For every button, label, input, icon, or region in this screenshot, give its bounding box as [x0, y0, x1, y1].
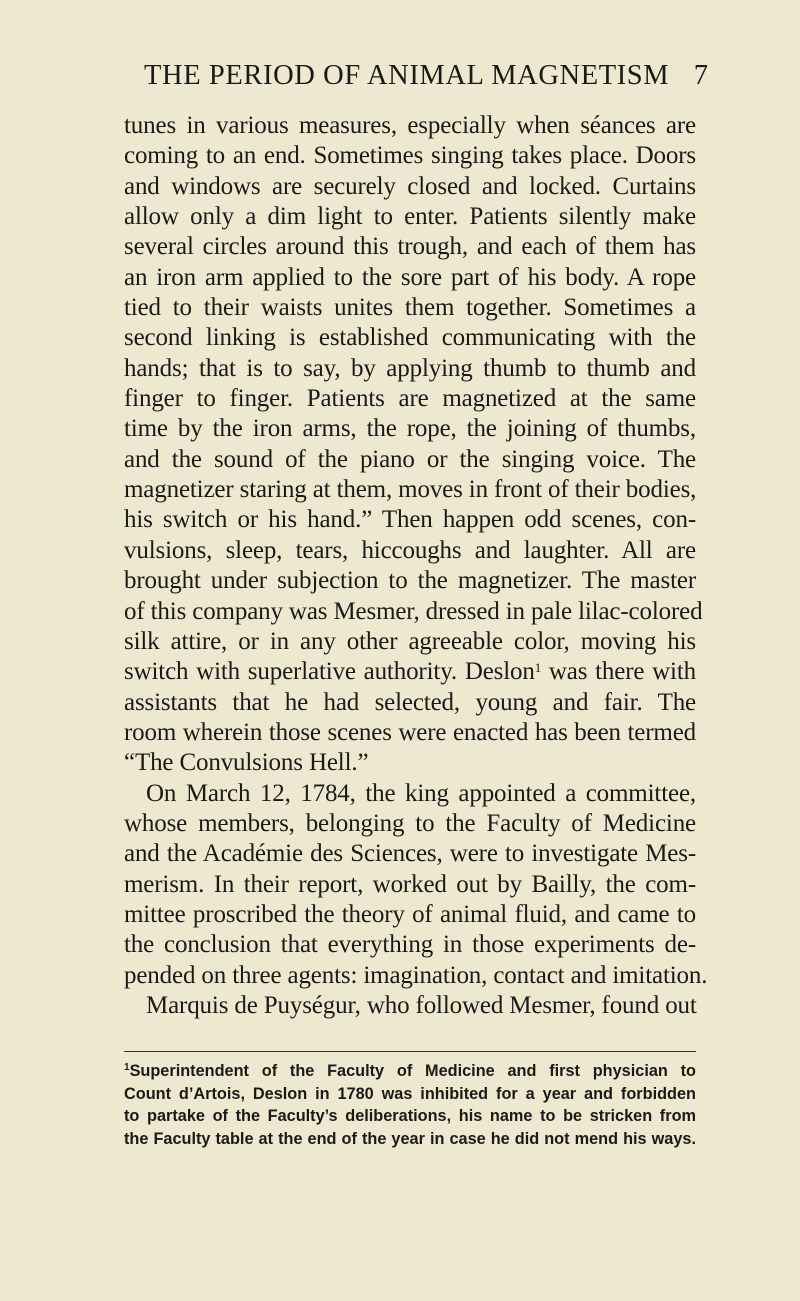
footnote-divider [124, 1051, 696, 1052]
text-line: second linking is established communicating with the [124, 324, 696, 352]
footnote-line: Count d’Artois, Deslon in 1780 was inhibited for a year and forbidden [124, 1084, 696, 1103]
text-line: hands; that is to say, by applying thumb to thumb and [124, 354, 696, 382]
body-text [124, 111, 708, 1021]
text-line: silk attire, or in any other agreeable color, moving his [124, 627, 696, 655]
text-line: Marquis de Puységur, who followed Mesmer, found out [146, 991, 697, 1019]
text-line: allow only a dim light to enter. Patients silently make [124, 203, 696, 231]
text-line: and windows are securely closed and locked. Curtains [124, 172, 696, 200]
text-line-with-note [124, 657, 696, 687]
footnote-line [124, 1060, 696, 1083]
footnote-text: Superintendent of the Faculty of Medicine and first physician to [129, 1062, 696, 1080]
text-line: On March 12, 1784, the king appointed a committee, [146, 779, 696, 807]
text-line: of this company was Mesmer, dressed in pale lilac-colored [124, 597, 703, 625]
text-line: whose members, belonging to the Faculty of Medicine [124, 809, 696, 837]
footnote-marker: 1 [124, 1062, 130, 1073]
running-head [120, 60, 708, 100]
text-line: room wherein those scenes were enacted has been termed [124, 718, 696, 746]
text-segment: was there with [541, 658, 696, 686]
page-number: 7 [693, 60, 708, 91]
text-line: mittee proscribed the theory of animal fluid, and came to [124, 900, 696, 928]
text-line: and the sound of the piano or the singing voice. The [124, 445, 696, 473]
running-title: THE PERIOD OF ANIMAL MAGNETISM [144, 60, 670, 91]
text-line: brought under subjection to the magnetizer. The master [124, 567, 696, 595]
text-line: “The Convulsions Hell.” [124, 749, 369, 777]
text-line: an iron arm applied to the sore part of his body. A rope [124, 263, 696, 291]
footnote-line: to partake of the Faculty’s deliberations, his name to be stricken from [124, 1107, 696, 1125]
text-line: and the Académie des Sciences, were to investigate Mes- [124, 840, 696, 868]
text-line: the conclusion that everything in those experiments de- [124, 931, 696, 959]
text-line: assistants that he had selected, young and fair. The [124, 688, 696, 716]
text-line: coming to an end. Sometimes singing takes place. Doors [124, 142, 696, 170]
text-line: magnetizer staring at them, moves in front of their bodies, [124, 476, 697, 504]
text-line: several circles around this trough, and each of them has [124, 233, 696, 261]
text-segment: switch with superlative authority. Deslon [124, 658, 535, 686]
text-line: his switch or his hand.” Then happen odd scenes, con- [124, 506, 696, 534]
text-line: tied to their waists unites them together. Sometimes a [124, 294, 696, 322]
text-line: merism. In their report, worked out by Bailly, the com- [124, 870, 696, 898]
footnote [124, 1060, 696, 1150]
text-line: pended on three agents: imagination, contact and imitation. [124, 961, 708, 989]
footnote-reference: 1 [534, 660, 542, 676]
text-line: time by the iron arms, the rope, the joining of thumbs, [124, 415, 696, 443]
text-line: vulsions, sleep, tears, hiccoughs and laughter. All are [124, 536, 696, 564]
text-line: finger to finger. Patients are magnetized at the same [124, 385, 696, 413]
text-line: tunes in various measures, especially when séances are [124, 112, 696, 139]
footnote-line: the Faculty table at the end of the year in case he did not mend his ways. [124, 1129, 696, 1148]
